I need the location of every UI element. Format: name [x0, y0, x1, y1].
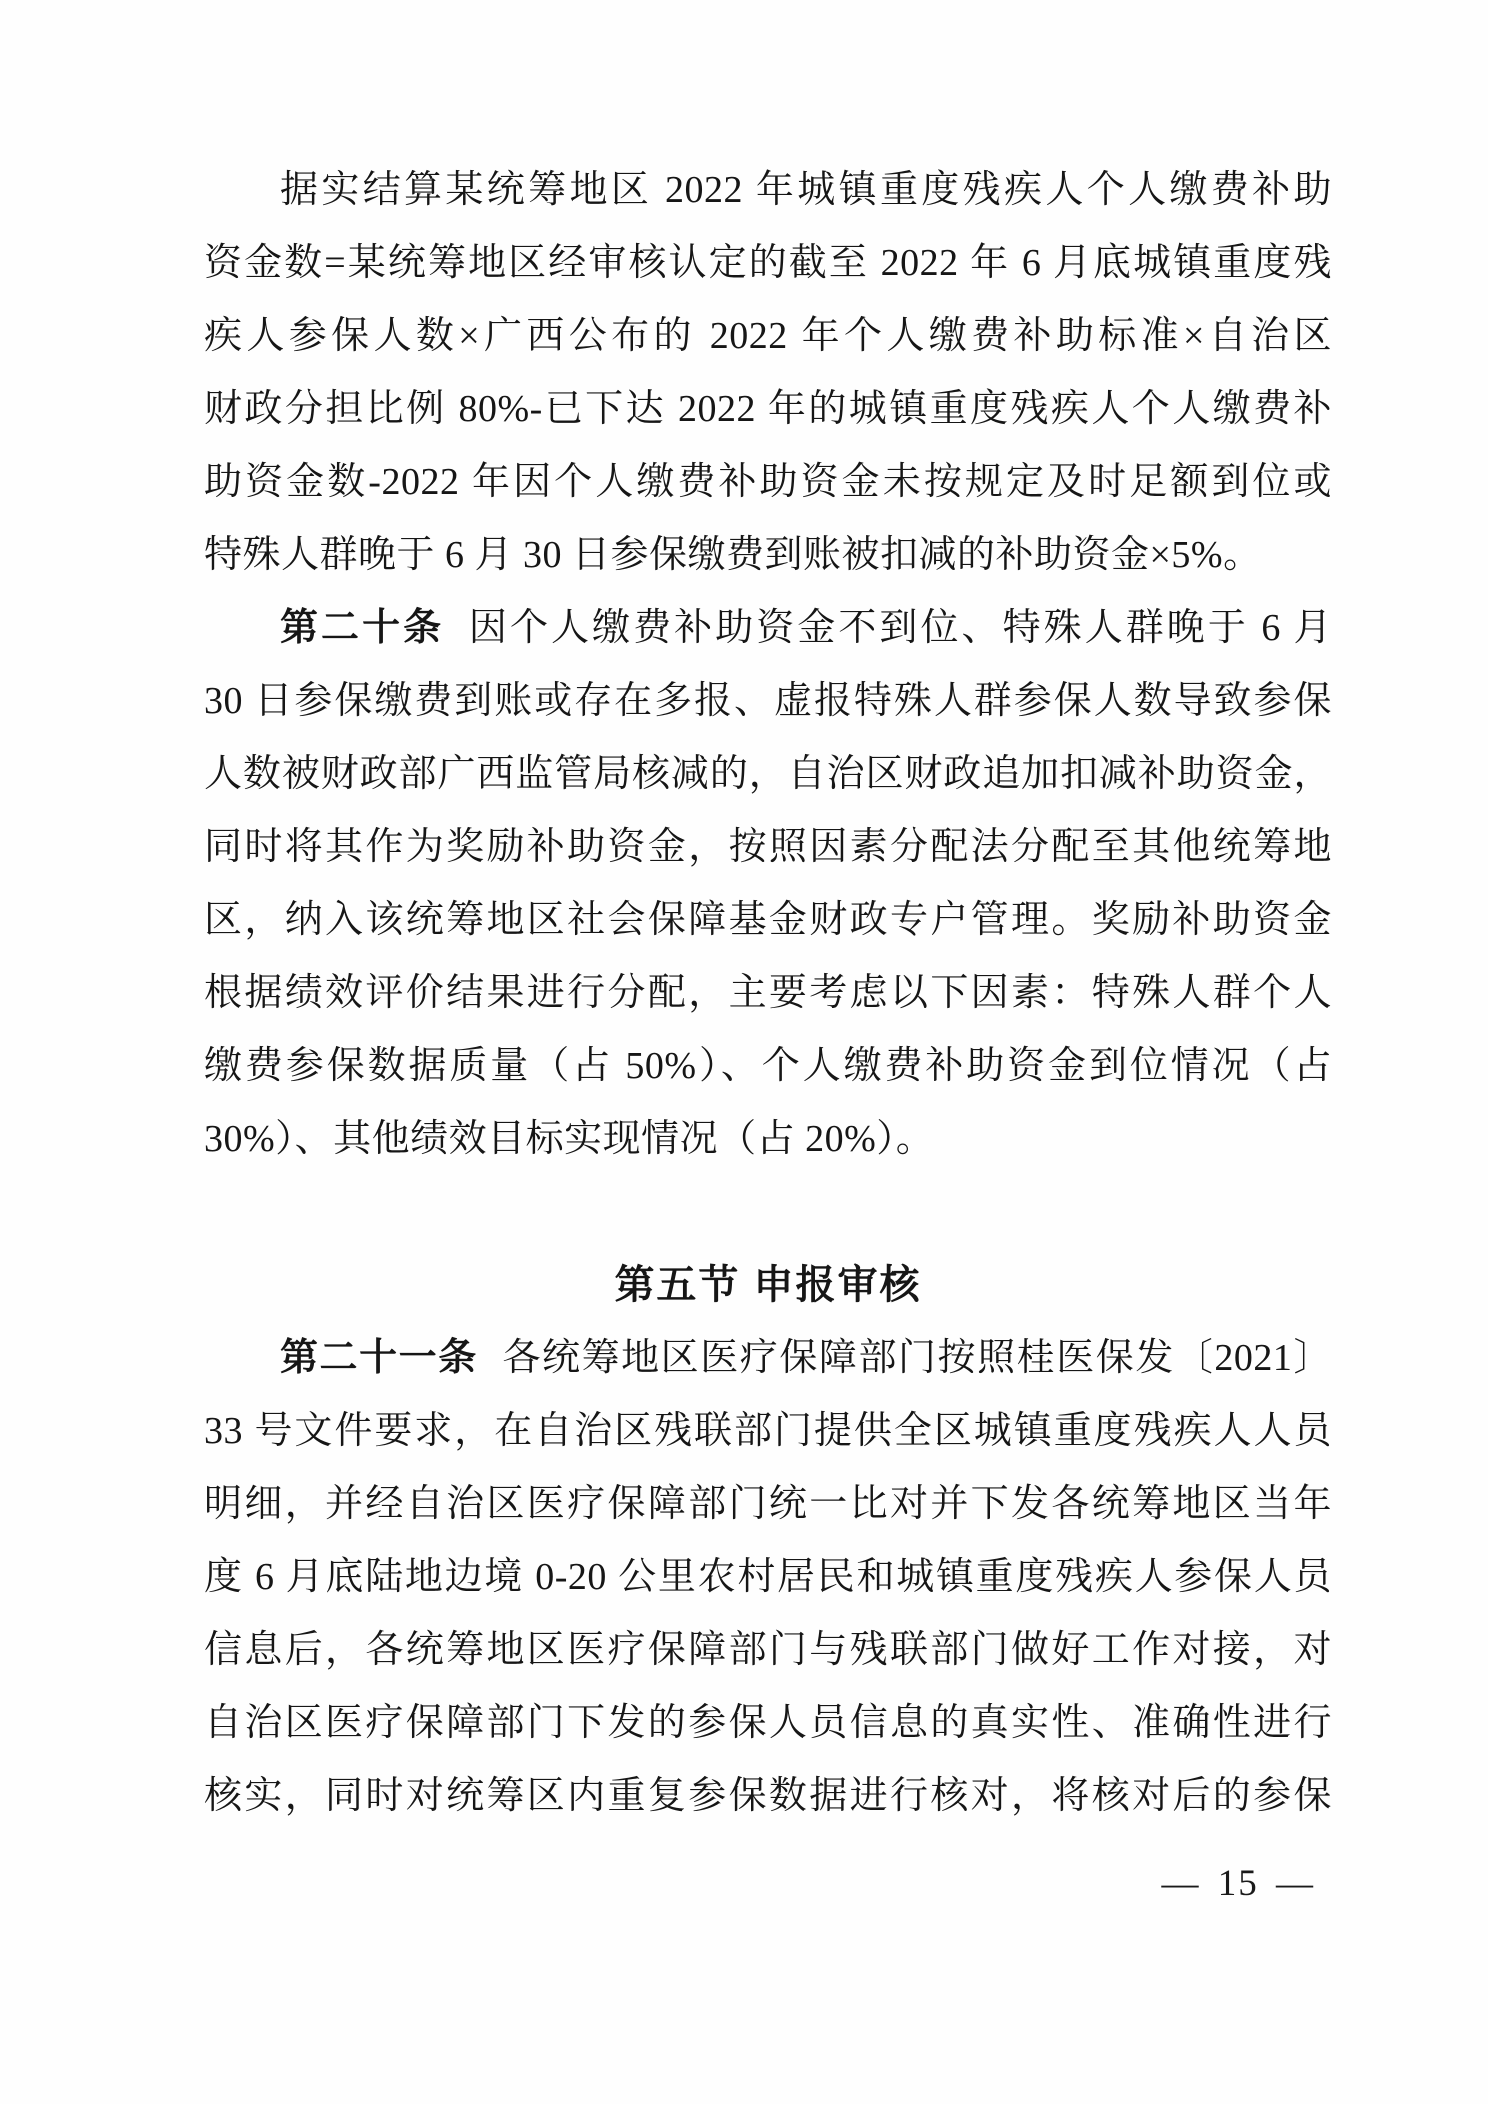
- paragraph-line: 自治区医疗保障部门下发的参保人员信息的真实性、准确性进行: [204, 1702, 1332, 1744]
- paragraph-line: 疾人参保人数×广西公布的 2022 年个人缴费补助标准×自治区: [204, 315, 1332, 357]
- document-body: [204, 154, 1332, 1833]
- paragraph-line: 区，纳入该统筹地区社会保障基金财政专户管理。奖励补助资金: [204, 899, 1332, 941]
- paragraph-article-20: [204, 592, 1332, 1176]
- paragraph-line: 30%）、其他绩效目标实现情况（占 20%）。: [204, 1118, 935, 1160]
- paragraph-line: 度 6 月底陆地边境 0-20 公里农村居民和城镇重度残疾人参保人员: [204, 1556, 1332, 1598]
- page-number: — 15 —: [1161, 1863, 1315, 1904]
- paragraph-line: 信息后，各统筹地区医疗保障部门与残联部门做好工作对接，对: [204, 1629, 1332, 1671]
- paragraph-article-21: [204, 1322, 1332, 1833]
- paragraph-line: 30 日参保缴费到账或存在多报、虚报特殊人群参保人数导致参保: [204, 680, 1332, 722]
- article-first-line-text: 各统筹地区医疗保障部门按照桂医保发〔2021〕: [502, 1337, 1332, 1379]
- paragraph-line: 核实，同时对统筹区内重复参保数据进行核对，将核对后的参保: [204, 1775, 1332, 1817]
- paragraph-line: 资金数=某统筹地区经审核认定的截至 2022 年 6 月底城镇重度残: [204, 242, 1332, 284]
- paragraph-line: 财政分担比例 80%-已下达 2022 年的城镇重度残疾人个人缴费补: [204, 388, 1332, 430]
- paragraph-line: [204, 592, 1332, 665]
- article-first-line-text: 因个人缴费补助资金不到位、特殊人群晚于 6 月: [468, 607, 1332, 649]
- paragraph-line: 据实结算某统筹地区 2022 年城镇重度残疾人个人缴费补助: [280, 169, 1332, 211]
- paragraph-line: 特殊人群晚于 6 月 30 日参保缴费到账被扣减的补助资金×5%。: [204, 534, 1262, 576]
- paragraph-line: [204, 1322, 1332, 1395]
- paragraph-line: 根据绩效评价结果进行分配，主要考虑以下因素：特殊人群个人: [204, 972, 1332, 1014]
- article-number-label: 第二十条: [280, 607, 445, 649]
- paragraph-line: 缴费参保数据质量（占 50%）、个人缴费补助资金到位情况（占: [204, 1045, 1332, 1087]
- paragraph-line: 助资金数-2022 年因个人缴费补助资金未按规定及时足额到位或: [204, 461, 1332, 503]
- paragraph-line: 明细，并经自治区医疗保障部门统一比对并下发各统筹地区当年: [204, 1483, 1332, 1525]
- section-heading: 第五节 申报审核: [614, 1263, 922, 1307]
- article-number-label: 第二十一条: [280, 1337, 478, 1379]
- paragraph-settlement-formula: [204, 154, 1332, 592]
- paragraph-line: 33 号文件要求，在自治区残联部门提供全区城镇重度残疾人人员: [204, 1410, 1332, 1452]
- paragraph-line: 人数被财政部广西监管局核减的，自治区财政追加扣减补助资金，: [204, 753, 1332, 795]
- paragraph-line: 同时将其作为奖励补助资金，按照因素分配法分配至其他统筹地: [204, 826, 1332, 868]
